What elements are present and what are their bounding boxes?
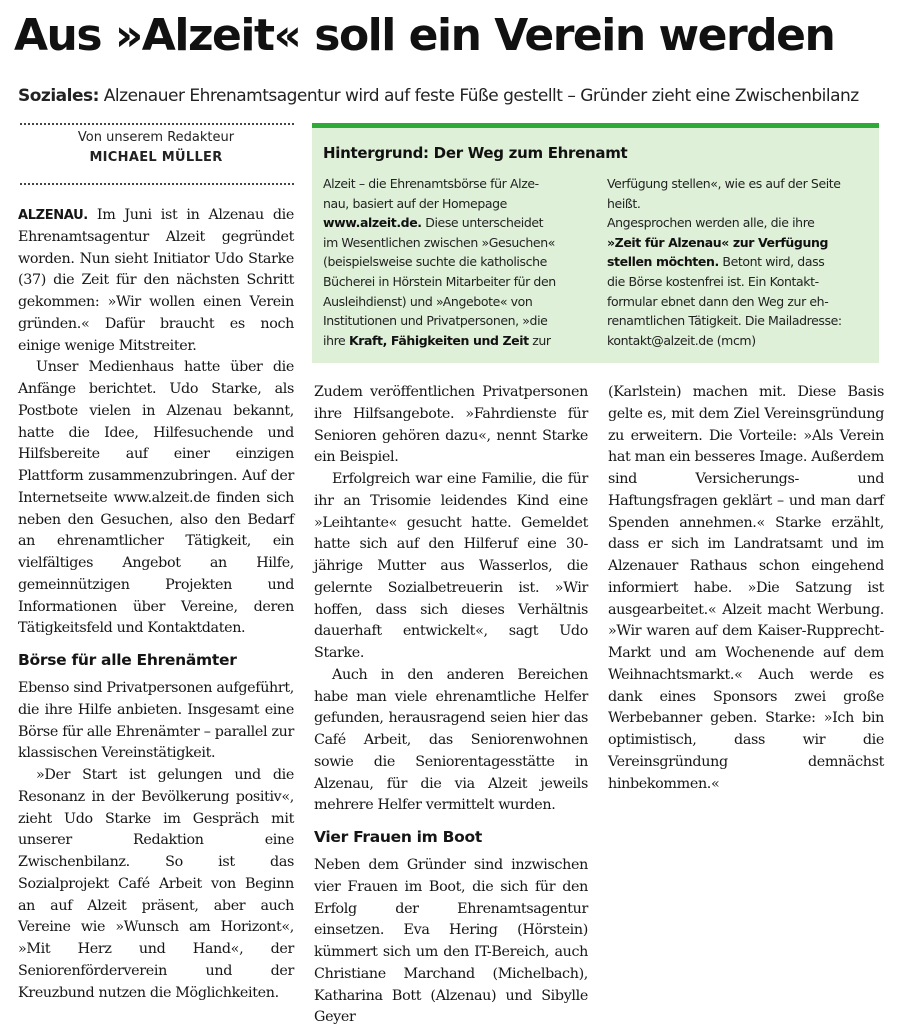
info-line: Angesprochen werden alle, die ihre — [607, 215, 815, 231]
headline: Aus »Alzeit« soll ein Verein werden — [14, 10, 835, 61]
paragraph: Zudem veröffentlichen Privatpersonen ihre Hilfsangebote. »Fahrdienste für Senioren gehören dazu«, nennt Starke ein Beispiel. — [314, 384, 588, 466]
info-box — [312, 123, 879, 363]
info-line-end: zur — [528, 332, 551, 348]
info-box-title: Hintergrund: Der Weg zum Ehrenamt — [323, 144, 628, 162]
article-column-2 — [314, 382, 588, 1029]
paragraph: (Karlstein) machen mit. Diese Basis gelte es, mit dem Ziel Vereinsgründung zu erweitern. Die Vorteile: »Als Verein hat man ein besseres Image. Außerdem sind Versicherungs- und Haftungsfragen geklärt – und man darf Spenden annehmen.« Starke erzählt, dass er sich im Landratsamt und im Alzenauer Rathaus schon eingehend informiert habe. »Die Satzung ist ausgearbeitet.« Alzeit macht Werbung. »Wir waren auf dem Kaiser-Rupprecht-Markt und am Wochenende auf dem Weihnachtsmarkt.« Auch werde es dank eines Sponsors zwei große Werbebanner geben. Starke: »Ich bin optimistisch, dass wir die Vereinsgründung demnächst hinbekommen.« — [608, 384, 884, 792]
info-line — [607, 233, 869, 253]
info-line: formular ebnet dann den Weg zur eh- — [607, 293, 829, 309]
info-line-email: kontakt@alzeit.de (mcm) — [607, 332, 756, 348]
info-line-start: ihre — [323, 332, 349, 348]
divider-top-left — [20, 123, 294, 125]
info-link-homepage: www.alzeit.de. — [323, 215, 422, 231]
article-column-1 — [18, 205, 294, 1004]
info-line: (beispielsweise suchte die katholische — [323, 254, 547, 270]
info-line: Alzeit – die Ehrenamtsbörse für Alze- — [323, 176, 539, 191]
info-line — [323, 331, 589, 351]
info-line-rest: Betont wird, dass — [718, 254, 825, 270]
byline — [18, 128, 294, 168]
info-box-column-2 — [607, 174, 869, 350]
byline-prefix: Von unserem Redakteur — [77, 130, 235, 145]
paragraph: Unser Medienhaus hatte über die Anfänge berichtet. Udo Starke, als Postbote vielen in Alzenau bekannt, hatte die Idee, Hilfesuchende und Hilfsbereite auf einer einzigen Plattform zusammenzubringen. Auf der Internetseite www.alzeit.de finden sich neben den Gesuchen, also den Bedarf an ehrenamtlicher Tätigkeit, ein vielfältiges Angebot an Hilfe, gemeinnützigen Projekten und Informationen über Vereine, deren Tätigkeitsfeld und Kontaktdaten. — [18, 359, 294, 637]
subheadline-text: Alzenauer Ehrenamtsagentur wird auf feste Füße gestellt – Gründer zieht eine Zwischenbilanz — [103, 86, 859, 106]
info-line: im Wesentlichen zwischen »Gesuchen« — [323, 234, 555, 250]
info-line — [607, 252, 869, 272]
info-emphasis: »Zeit für Alzenau« zur Verfügung — [607, 234, 829, 250]
paragraph: »Der Start ist gelungen und die Resonanz in der Bevölkerung positiv«, zieht Udo Starke im Gespräch mit unserer Redaktion eine Zwischenbilanz. So ist das Sozialprojekt Café Arbeit von Beginn an auf Alzeit präsent, aber auch Vereine wie »Wunsch am Horizont«, »Mit Herz und Hand«, der Seniorenförderverein und der Kreuzbund nutzen die Möglichkeiten. — [18, 767, 294, 1001]
article-column-3 — [608, 382, 884, 795]
paragraph-text: Im Juni ist in Alzenau die Ehrenamtsagentur Alzeit gegründet worden. Nun sieht Initiator Udo Starke (37) die Zeit für den nächsten Schritt gekommen: »Wir wollen einen Verein gründen.« Dafür braucht es noch einige wenige Mitstreiter. — [18, 207, 294, 354]
info-line-rest: Diese unterscheidet — [421, 215, 544, 231]
info-line: renamtlichen Tätigkeit. Die Mailadresse: — [607, 313, 842, 329]
info-box-column-1 — [323, 174, 589, 350]
info-line — [323, 213, 589, 233]
info-emphasis: stellen möchten. — [607, 254, 719, 270]
info-line: Verfügung stellen«, wie es auf der Seite — [607, 176, 841, 191]
paragraph: Ebenso sind Privatpersonen aufgeführt, die ihre Hilfe anbieten. Insgesamt eine Börse für alle Ehrenämter – parallel zur klassischen Vereinstätigkeit. — [18, 680, 294, 762]
paragraph: Neben dem Gründer sind inzwischen vier Frauen im Boot, die sich für den Erfolg der Ehrenamtsagentur einsetzen. Eva Hering (Hörstein) kümmert sich um den IT-Bereich, auch Christiane Marchand (Michelbach), Katharina Bott (Alzenau) und Sibylle Geyer — [314, 857, 588, 1026]
subheadline — [18, 84, 896, 108]
divider-byline-bottom — [20, 183, 294, 185]
paragraph: Auch in den anderen Bereichen habe man viele ehrenamtliche Helfer gefunden, herausragend seien hier das Café Arbeit, das Seniorenwohnen sowie die Seniorentagesstätte in Alzenau, für die via Alzeit jeweils mehrere Helfer vermittelt wurden. — [314, 666, 588, 814]
info-line: Institutionen und Privatpersonen, »die — [323, 313, 548, 329]
info-line: Ausleihdienst) und »Angebote« von — [323, 293, 533, 309]
byline-author: MICHAEL MÜLLER — [89, 150, 223, 165]
subheading: Vier Frauen im Boot — [314, 828, 482, 846]
subheading: Börse für alle Ehrenämter — [18, 651, 237, 669]
info-line: Bücherei in Hörstein Mitarbeiter für den — [323, 273, 556, 289]
info-line: heißt. — [607, 195, 641, 211]
dateline: ALZENAU. — [18, 208, 88, 223]
paragraph: Erfolgreich war eine Familie, die für ihr an Trisomie leidendes Kind eine »Leihtante« gesucht hatte. Gemeldet hatte sich auf den Hilferuf eine 30-jährige Mutter aus Wasserlos, die gelernte Sozialbetreuerin ist. »Wir hoffen, dass sich dieses Verhältnis dauerhaft entwickelt«, sagt Udo Starke. — [314, 471, 588, 661]
info-line: die Börse kostenfrei ist. Ein Kontakt- — [607, 273, 819, 289]
subheadline-kicker: Soziales: — [18, 86, 99, 106]
info-line: nau, basiert auf der Homepage — [323, 195, 507, 211]
paragraph — [18, 205, 294, 357]
info-emphasis: Kraft, Fähigkeiten und Zeit — [348, 332, 529, 348]
